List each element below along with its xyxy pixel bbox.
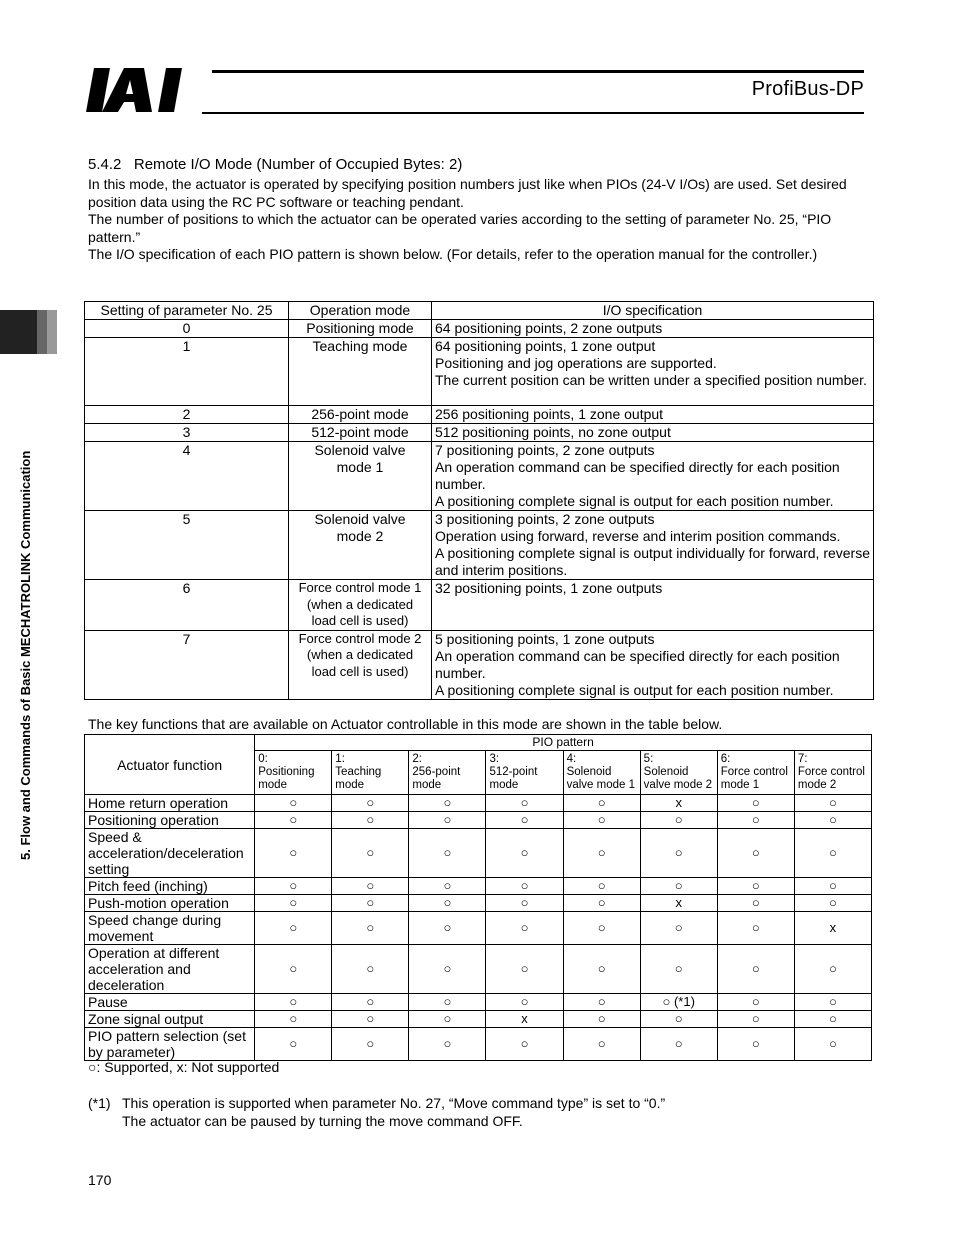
func-mark-cell: ○ bbox=[640, 812, 717, 829]
io-setting-cell: 1 bbox=[85, 338, 289, 406]
func-table-row bbox=[85, 1011, 872, 1028]
func-mark-cell: ○ bbox=[717, 912, 794, 945]
chapter-tab-shade-1 bbox=[37, 310, 47, 354]
func-mark-cell: ○ bbox=[332, 994, 409, 1011]
paragraph-1: In this mode, the actuator is operated by specifying position numbers just like when PIOs (24-V I/Os) are used. Set desired position data using the RC PC software or teaching pendant. bbox=[88, 176, 847, 210]
func-mark-cell: ○ bbox=[563, 994, 640, 1011]
func-mark-cell: ○ bbox=[563, 1028, 640, 1061]
func-table-row bbox=[85, 795, 872, 812]
func-mark-cell: x bbox=[640, 895, 717, 912]
func-mark-cell: ○ bbox=[332, 795, 409, 812]
func-mark-cell: ○ bbox=[717, 994, 794, 1011]
func-pio-header-6: 6: Force control mode 1 bbox=[717, 751, 794, 795]
func-mark-cell: ○ bbox=[332, 1028, 409, 1061]
func-mark-cell: ○ bbox=[255, 945, 332, 994]
func-mark-cell: ○ bbox=[717, 1028, 794, 1061]
function-table-body bbox=[85, 735, 872, 1061]
func-mark-cell: ○ bbox=[486, 829, 563, 878]
func-mark-cell: ○ bbox=[332, 912, 409, 945]
func-mark-cell: ○ bbox=[563, 895, 640, 912]
func-pio-header-2: 2: 256-point mode bbox=[409, 751, 486, 795]
io-spec-cell: 256 positioning points, 1 zone output bbox=[432, 406, 874, 424]
func-mark-cell: ○ bbox=[332, 829, 409, 878]
io-setting-cell: 5 bbox=[85, 511, 289, 580]
func-name-cell: Zone signal output bbox=[85, 1011, 255, 1028]
func-mark-cell: ○ bbox=[794, 812, 871, 829]
io-setting-cell: 4 bbox=[85, 442, 289, 511]
func-mark-cell: ○ bbox=[255, 1011, 332, 1028]
func-mark-cell: ○ bbox=[332, 878, 409, 895]
func-mark-cell: ○ bbox=[794, 795, 871, 812]
func-mark-cell: ○ bbox=[717, 878, 794, 895]
io-setting-cell: 6 bbox=[85, 580, 289, 631]
io-setting-cell: 3 bbox=[85, 424, 289, 442]
footnote-line-2: The actuator can be paused by turning the move command OFF. bbox=[122, 1113, 523, 1129]
io-table-row bbox=[85, 580, 874, 631]
func-name-cell: Operation at different acceleration and deceleration bbox=[85, 945, 255, 994]
func-table-row bbox=[85, 912, 872, 945]
func-name-cell: Positioning operation bbox=[85, 812, 255, 829]
io-spec-cell: 32 positioning points, 1 zone outputs bbox=[432, 580, 874, 631]
func-mark-cell: ○ bbox=[794, 1028, 871, 1061]
header-rule-bottom bbox=[202, 112, 864, 114]
logo-text: IAI bbox=[86, 66, 88, 67]
io-table-row bbox=[85, 424, 874, 442]
func-mark-cell: ○ bbox=[255, 812, 332, 829]
func-mark-cell: ○ bbox=[486, 1028, 563, 1061]
io-mode-cell: Teaching mode bbox=[289, 338, 432, 406]
func-mark-cell: ○ bbox=[255, 912, 332, 945]
func-name-cell: Speed change during movement bbox=[85, 912, 255, 945]
io-spec-cell: 64 positioning points, 1 zone output Positioning and jog operations are supported. The current position can be written under a specified position number. bbox=[432, 338, 874, 406]
side-chapter-label bbox=[18, 370, 36, 860]
io-table-header-row bbox=[85, 302, 874, 320]
func-header-actuator-function: Actuator function bbox=[85, 735, 255, 795]
io-spec-cell: 3 positioning points, 2 zone outputs Operation using forward, reverse and interim position commands. A positioning complete signal is output individually for forward, reverse and interim positions. bbox=[432, 511, 874, 580]
func-mark-cell: ○ bbox=[486, 878, 563, 895]
func-pio-header-0: 0: Positioning mode bbox=[255, 751, 332, 795]
func-mark-cell: ○ bbox=[255, 1028, 332, 1061]
function-table bbox=[84, 734, 872, 1061]
func-mark-cell: ○ bbox=[486, 895, 563, 912]
legend: ○: Supported, x: Not supported bbox=[88, 1059, 280, 1075]
func-mark-cell: ○ bbox=[255, 994, 332, 1011]
io-spec-table bbox=[84, 301, 874, 700]
key-functions-intro: The key functions that are available on Actuator controllable in this mode are shown in the table below. bbox=[88, 716, 723, 732]
func-mark-cell: ○ bbox=[486, 795, 563, 812]
io-header-spec: I/O specification bbox=[432, 302, 874, 320]
func-mark-cell: ○ bbox=[409, 945, 486, 994]
chapter-tab-shade-2 bbox=[47, 310, 57, 354]
footnote-marker: (*1) bbox=[88, 1095, 111, 1111]
func-mark-cell: ○ bbox=[409, 812, 486, 829]
func-mark-cell: ○ bbox=[409, 994, 486, 1011]
io-header-setting: Setting of parameter No. 25 bbox=[85, 302, 289, 320]
func-mark-cell: ○ bbox=[794, 994, 871, 1011]
func-header-pio-pattern: PIO pattern bbox=[255, 735, 872, 751]
func-mark-cell: ○ bbox=[717, 895, 794, 912]
func-name-cell: Push-motion operation bbox=[85, 895, 255, 912]
func-mark-cell: ○ bbox=[409, 912, 486, 945]
func-mark-cell: ○ bbox=[717, 1011, 794, 1028]
func-table-row bbox=[85, 812, 872, 829]
footnote-line-1: This operation is supported when parameter No. 27, “Move command type” is set to “0.” bbox=[122, 1095, 666, 1111]
io-setting-cell: 7 bbox=[85, 630, 289, 699]
func-mark-cell: ○ bbox=[794, 878, 871, 895]
func-mark-cell: ○ bbox=[409, 878, 486, 895]
func-mark-cell: ○ bbox=[332, 1011, 409, 1028]
func-mark-cell: ○ bbox=[563, 1011, 640, 1028]
io-header-mode: Operation mode bbox=[289, 302, 432, 320]
paragraph-3: The I/O specification of each PIO pattern is shown below. (For details, refer to the operation manual for the controller.) bbox=[88, 246, 818, 262]
func-mark-cell: ○ bbox=[717, 829, 794, 878]
io-spec-table-body bbox=[85, 302, 874, 700]
io-mode-cell: 512-point mode bbox=[289, 424, 432, 442]
io-mode-cell: Positioning mode bbox=[289, 320, 432, 338]
func-mark-cell: ○ bbox=[409, 1011, 486, 1028]
func-mark-cell: ○ bbox=[409, 829, 486, 878]
func-mark-cell: ○ bbox=[409, 1028, 486, 1061]
io-table-row bbox=[85, 630, 874, 699]
io-mode-cell: Force control mode 2 (when a dedicated load cell is used) bbox=[289, 630, 432, 699]
func-mark-cell: ○ bbox=[794, 1011, 871, 1028]
io-spec-cell: 5 positioning points, 1 zone outputs An operation command can be specified directly for each position number. A positioning complete signal is output for each position number. bbox=[432, 630, 874, 699]
func-mark-cell: ○ bbox=[640, 829, 717, 878]
io-mode-cell: 256-point mode bbox=[289, 406, 432, 424]
func-table-row bbox=[85, 895, 872, 912]
func-pio-header-1: 1: Teaching mode bbox=[332, 751, 409, 795]
func-mark-cell: ○ bbox=[794, 895, 871, 912]
func-mark-cell: ○ bbox=[409, 795, 486, 812]
func-mark-cell: ○ bbox=[640, 1011, 717, 1028]
func-mark-cell: ○ bbox=[717, 795, 794, 812]
func-mark-cell: ○ bbox=[794, 945, 871, 994]
func-mark-cell: ○ bbox=[563, 912, 640, 945]
chapter-tab bbox=[0, 310, 37, 354]
func-mark-cell: ○ bbox=[717, 945, 794, 994]
func-mark-cell: ○ bbox=[255, 895, 332, 912]
func-mark-cell: ○ bbox=[486, 812, 563, 829]
func-name-cell: Pause bbox=[85, 994, 255, 1011]
func-mark-cell: ○ bbox=[332, 945, 409, 994]
func-table-row bbox=[85, 878, 872, 895]
func-mark-cell: ○ bbox=[794, 829, 871, 878]
func-mark-cell: x bbox=[640, 795, 717, 812]
func-mark-cell: ○ bbox=[717, 812, 794, 829]
func-mark-cell: ○ bbox=[332, 895, 409, 912]
func-table-row bbox=[85, 1028, 872, 1061]
func-mark-cell: x bbox=[794, 912, 871, 945]
page-number: 170 bbox=[88, 1172, 112, 1188]
io-spec-cell: 64 positioning points, 2 zone outputs bbox=[432, 320, 874, 338]
func-mark-cell: ○ bbox=[563, 812, 640, 829]
func-mark-cell: ○ bbox=[640, 878, 717, 895]
header-rule-top bbox=[212, 70, 864, 73]
func-pio-header-7: 7: Force control mode 2 bbox=[794, 751, 871, 795]
io-table-row bbox=[85, 338, 874, 406]
func-mark-cell: ○ bbox=[332, 812, 409, 829]
func-mark-cell: ○ bbox=[563, 829, 640, 878]
func-mark-cell: ○ bbox=[486, 912, 563, 945]
func-pio-header-3: 3: 512-point mode bbox=[486, 751, 563, 795]
func-pio-header-5: 5: Solenoid valve mode 2 bbox=[640, 751, 717, 795]
func-mark-cell: ○ bbox=[486, 994, 563, 1011]
io-setting-cell: 2 bbox=[85, 406, 289, 424]
section-title: 5.4.2 Remote I/O Mode (Number of Occupied Bytes: 2) bbox=[88, 156, 463, 173]
func-pio-header-4: 4: Solenoid valve mode 1 bbox=[563, 751, 640, 795]
io-spec-cell: 7 positioning points, 2 zone outputs An operation command can be specified directly for each position number. A positioning complete signal is output for each position number. bbox=[432, 442, 874, 511]
func-mark-cell: ○ bbox=[486, 945, 563, 994]
func-name-cell: Speed & acceleration/deceleration setting bbox=[85, 829, 255, 878]
func-mark-cell: x bbox=[486, 1011, 563, 1028]
func-name-cell: PIO pattern selection (set by parameter) bbox=[85, 1028, 255, 1061]
func-table-row bbox=[85, 829, 872, 878]
func-group-header-row bbox=[85, 735, 872, 751]
io-spec-cell: 512 positioning points, no zone output bbox=[432, 424, 874, 442]
io-table-row bbox=[85, 511, 874, 580]
func-mark-cell: ○ bbox=[255, 829, 332, 878]
io-table-row bbox=[85, 442, 874, 511]
side-chapter-label-text: 5. Flow and Commands of Basic MECHATROLINK Communication bbox=[18, 450, 33, 860]
io-table-row bbox=[85, 406, 874, 424]
io-table-row bbox=[85, 320, 874, 338]
io-mode-cell: Solenoid valve mode 2 bbox=[289, 511, 432, 580]
func-name-cell: Pitch feed (inching) bbox=[85, 878, 255, 895]
io-mode-cell: Solenoid valve mode 1 bbox=[289, 442, 432, 511]
io-setting-cell: 0 bbox=[85, 320, 289, 338]
func-mark-cell: ○ bbox=[640, 912, 717, 945]
func-mark-cell: ○ bbox=[563, 795, 640, 812]
func-mark-cell: ○ bbox=[255, 878, 332, 895]
func-mark-cell: ○ bbox=[640, 945, 717, 994]
io-mode-cell: Force control mode 1 (when a dedicated load cell is used) bbox=[289, 580, 432, 631]
func-mark-cell: ○ bbox=[563, 878, 640, 895]
func-mark-cell: ○ bbox=[255, 795, 332, 812]
func-table-row bbox=[85, 994, 872, 1011]
iai-logo bbox=[86, 66, 206, 114]
func-table-row bbox=[85, 945, 872, 994]
func-mark-cell: ○ (*1) bbox=[640, 994, 717, 1011]
paragraph-2: The number of positions to which the actuator can be operated varies according to the setting of parameter No. 25, “PIO pattern.” bbox=[88, 211, 832, 245]
func-mark-cell: ○ bbox=[563, 945, 640, 994]
header-title: ProfiBus-DP bbox=[751, 78, 864, 100]
func-name-cell: Home return operation bbox=[85, 795, 255, 812]
func-mark-cell: ○ bbox=[640, 1028, 717, 1061]
func-mark-cell: ○ bbox=[409, 895, 486, 912]
